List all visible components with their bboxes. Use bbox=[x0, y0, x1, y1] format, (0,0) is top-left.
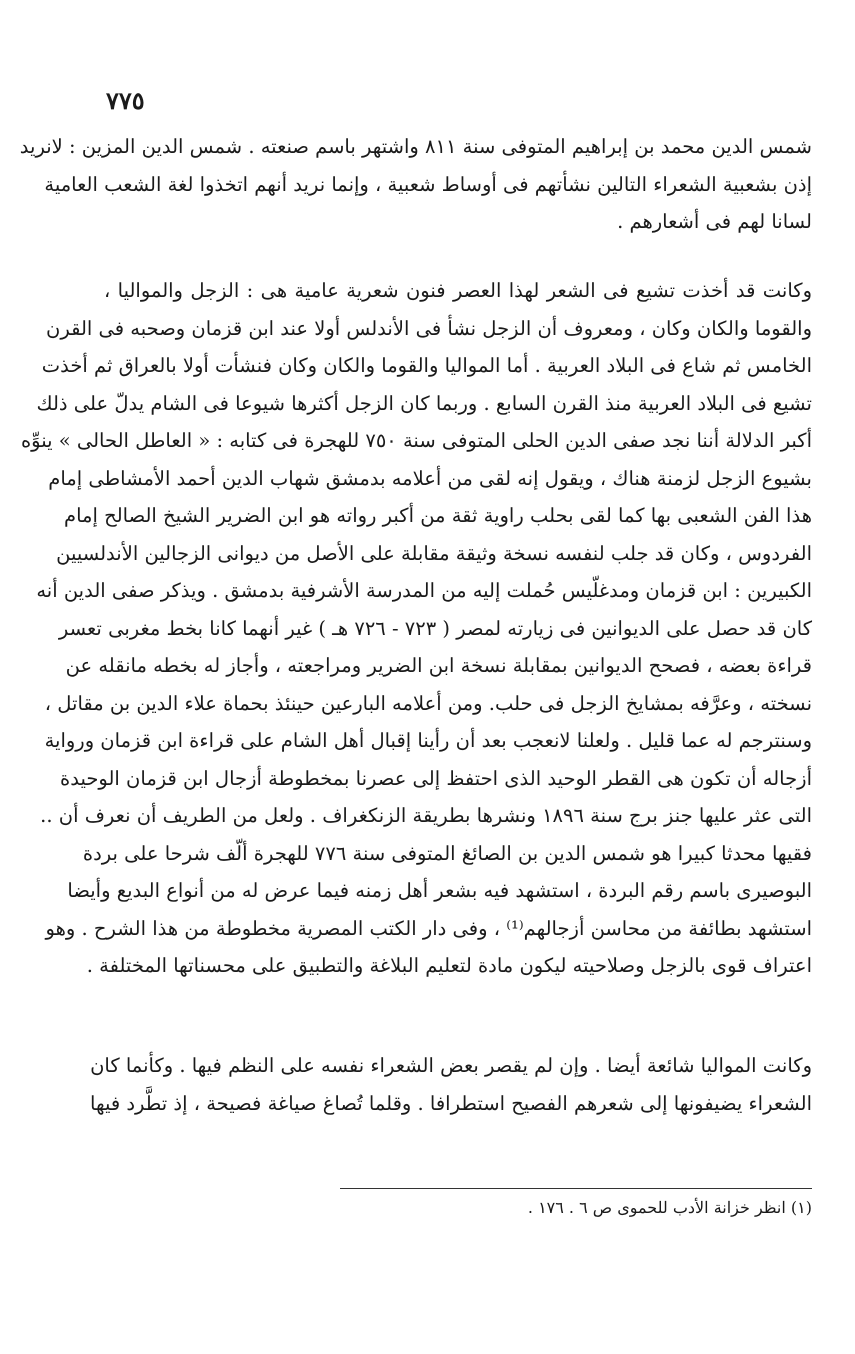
text-line: أزجاله أن تكون هى القطر الوحيد الذى احتفظ إلى عصرنا بمخطوطة أزجال ابن قزمان الوحيدة bbox=[60, 766, 812, 790]
text-line: هذا الفن الشعبى بها كما لقى بحلب راوية ثقة من أكبر رواته هو ابن الضرير الشيخ الصالح إمام bbox=[64, 504, 812, 527]
page-number: ٧٧٥ bbox=[106, 86, 145, 115]
text-line: البوصيرى باسم رقم البردة ، استشهد فيه بشعر أهل زمنه فيما عرض له من أنواع البديع وأيضا bbox=[67, 879, 812, 902]
text-line: اعتراف قوى بالزجل وصلاحيته ليكون مادة لتعليم البلاغة والتطبيق على محسناتها المختلفة . bbox=[86, 954, 812, 977]
text-line: قراءة بعضه ، فصحح الديوانين بمقابلة نسخة ابن الضرير ومراجعته ، وأجاز له بخطه مانقله عن bbox=[65, 654, 812, 677]
paragraph-2 bbox=[20, 272, 812, 985]
text-line: إذن بشعبية الشعراء التالين نشأتهم فى أوساط شعبية ، وإنما نريد أنهم اتخذوا لغة الشعب العامية bbox=[44, 172, 812, 196]
text-line: الفردوس ، وكان قد جلب لنفسه نسخة وثيقة مقابلة على الأصل من ديوانى الزجالين الأندلسيين bbox=[56, 541, 812, 565]
text-line: بشيوع الزجل لزمنة هناك ، ويقول إنه لقى من أعلامه بدمشق شهاب الدين أحمد الأمشاطى إمام bbox=[48, 466, 812, 490]
text-line: الشعراء يضيفونها إلى شعرهم الفصيح استطرافا . وقلما تُصاغ صياغة فصيحة ، إذ تطَّرد فيها bbox=[90, 1091, 812, 1115]
footnote-divider bbox=[340, 1188, 812, 1189]
footnote: (١) انظر خزانة الأدب للحموى ص ٦ . ١٧٦ . bbox=[527, 1198, 812, 1217]
text-line: وكانت قد أخذت تشيع فى الشعر لهذا العصر فنون شعرية عامية هى : الزجل والمواليا ، bbox=[104, 279, 812, 302]
text-line: الكبيرين : ابن قزمان ومدغلّيس حُملت إليه من المدرسة الأشرفية بدمشق . ويذكر صفى الدين أنه bbox=[36, 579, 812, 602]
text-line: الخامس ثم شاع فى البلاد العربية . أما المواليا والقوما والكان وكان فنشأت أولا بالعراق ثم أخذت bbox=[41, 354, 812, 377]
text-line: التى عثر عليها جنز برج سنة ١٨٩٦ ونشرها بطريقة الزنكغراف . ولعل من الطريف أن نعرف أن .. bbox=[40, 804, 812, 827]
text-line: والقوما والكان وكان ، ومعروف أن الزجل نشأ فى الأندلس أولا عند ابن قزمان وصحبه فى القرن bbox=[46, 316, 812, 340]
text-line: فقيها محدثا كبيرا هو شمس الدين بن الصائغ المتوفى سنة ٧٧٦ للهجرة ألّف شرحا على بردة bbox=[82, 841, 812, 865]
paragraph-1 bbox=[19, 128, 812, 241]
text-line: كان قد حصل على الديوانين فى زيارته لمصر ( ٧٢٣ - ٧٢٦ هـ ) غير أنهما كانا بخط مغربى تعسر bbox=[58, 616, 812, 640]
text-line: وسنترجم له عما قليل . ولعلنا لانعجب بعد أن رأينا إقبال أهل الشام على قراءة ابن قزمان ورواية bbox=[44, 729, 812, 752]
text-line: شمس الدين محمد بن إبراهيم المتوفى سنة ٨١١ واشتهر باسم صنعته . شمس الدين المزين : لانريد bbox=[19, 135, 812, 158]
text-line: نسخته ، وعرَّفه بمشايخ الزجل فى حلب. ومن أعلامه البارعين حينئذ بحماة علاء الدين بن مقاتل ، bbox=[44, 691, 812, 715]
paragraph-3 bbox=[90, 1047, 812, 1122]
text-line: وكانت المواليا شائعة أيضا . وإن لم يقصر بعض الشعراء نفسه على النظم فيها . وكأنما كان bbox=[90, 1054, 812, 1077]
text-line: تشيع فى البلاد العربية منذ القرن السابع . وربما كان الزجل أكثرها شيوعا فى الشام يدلّ على ذلك bbox=[36, 391, 812, 415]
text-line: لسانا لهم فى أشعارهم . bbox=[617, 210, 812, 233]
text-line: أكبر الدلالة أننا نجد صفى الدين الحلى المتوفى سنة ٧٥٠ للهجرة فى كتابه : « العاطل الحالى » ينوِّه bbox=[20, 429, 812, 452]
text-line: استشهد بطائفة من محاسن أزجالهم⁽¹⁾ ، وفى دار الكتب المصرية مخطوطة من هذا الشرح . وهو bbox=[45, 916, 812, 940]
